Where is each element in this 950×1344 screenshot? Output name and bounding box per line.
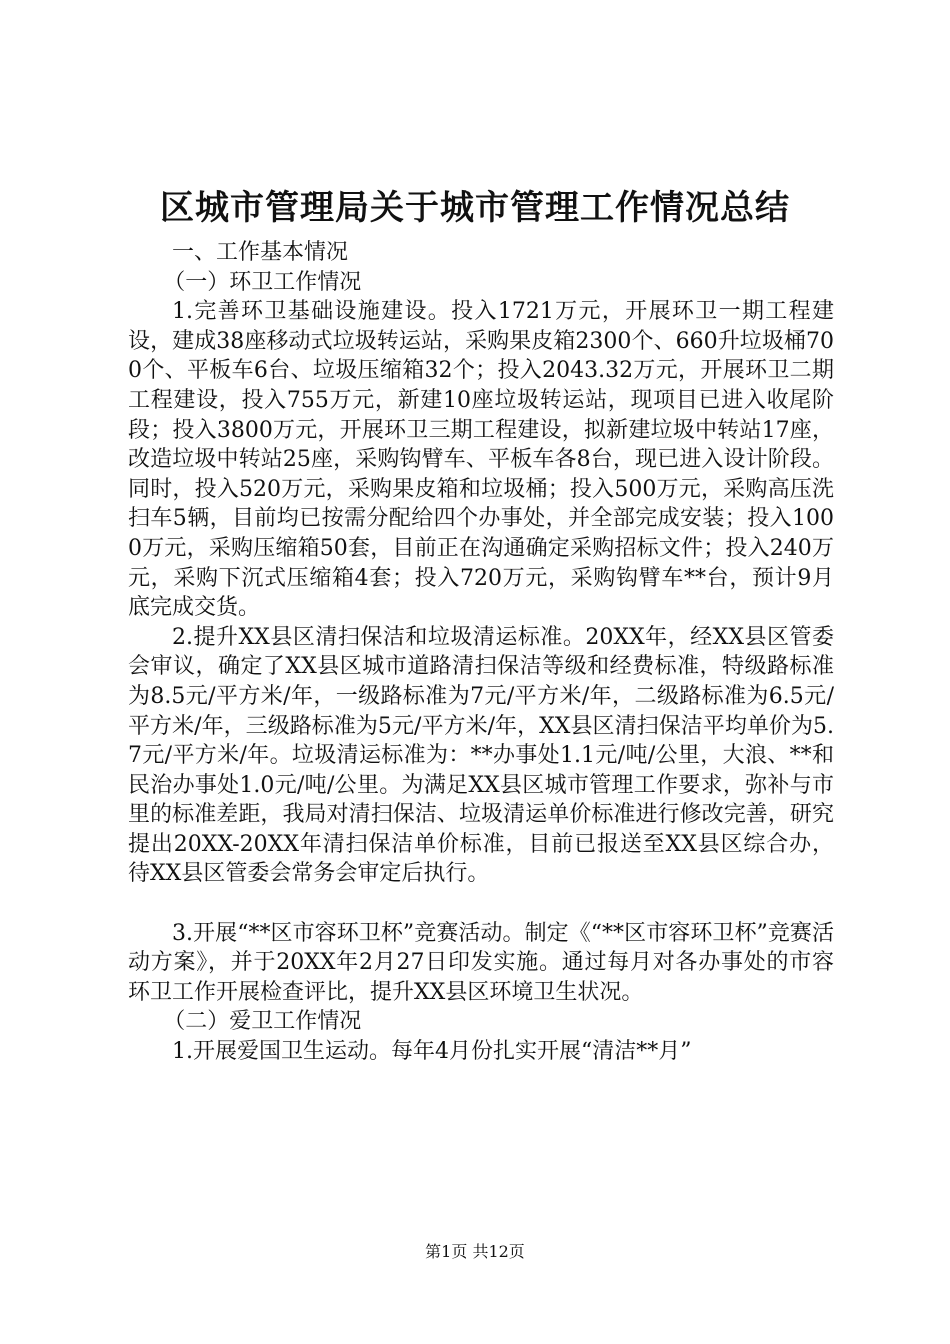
- document-body: [128, 238, 834, 1067]
- subsection-heading: （一）环卫工作情况: [163, 269, 362, 295]
- section-heading: 一、工作基本情况: [172, 240, 349, 265]
- document-title: 区城市管理局关于城市管理工作情况总结: [160, 188, 790, 228]
- subsection-heading: （二）爱卫工作情况: [163, 1009, 362, 1035]
- body-paragraph: 3.开展“**区市容环卫杯”竞赛活动。制定《“**区市容环卫杯”竞赛活动方案》，并于20XX年2月27日印发实施。通过每月对各办事处的市容环卫工作开展检查评比，提升XX县区环境卫生状况。: [128, 920, 834, 1005]
- body-paragraph: 1.开展爱国卫生运动。每年4月份扎实开展“清洁**月”: [172, 1039, 692, 1065]
- body-paragraph: 1.完善环卫基础设施建设。投入1721万元，开展环卫一期工程建设，建成38座移动式垃圾转运站，采购果皮箱2300个、660升垃圾桶700个、平板车6台、垃圾压缩箱32个；投入2043.32万元，开展环卫二期工程建设，投入755万元，新建10座垃圾转运站，现项目已进入收尾阶段；投入3800万元，开展环卫三期工程建设，拟新建垃圾中转站17座，改造垃圾中转站25座，采购钩臂车、平板车各8台，现已进入设计阶段。同时，投入520万元，采购果皮箱和垃圾桶；投入500万元，采购高压洗扫车5辆，目前均已按需分配给四个办事处，并全部完成安装；投入1000万元，采购压缩箱50套，目前正在沟通确定采购招标文件；投入240万元，采购下沉式压缩箱4套；投入720万元，采购钩臂车**台，预计9月底完成交货。: [128, 299, 834, 621]
- page-footer: 第1页 共12页: [425, 1242, 525, 1261]
- body-paragraph: 2.提升XX县区清扫保洁和垃圾清运标准。20XX年，经XX县区管委会审议，确定了XX县区城市道路清扫保洁等级和经费标准，特级路标准为8.5元/平方米/年，一级路标准为7元/平方米/年，二级路标准为6.5元/平方米/年，三级路标准为5元/平方米/年，XX县区清扫保洁平均单价为5.7元/平方米/年。垃圾清运标准为：**办事处1.1元/吨/公里，大浪、**和民治办事处1.0元/吨/公里。为满足XX县区城市管理工作要求，弥补与市里的标准差距，我局对清扫保洁、垃圾清运单价标准进行修改完善，研究提出20XX-20XX年清扫保洁单价标准，目前已报送至XX县区综合办，待XX县区管委会常务会审定后执行。: [128, 624, 834, 887]
